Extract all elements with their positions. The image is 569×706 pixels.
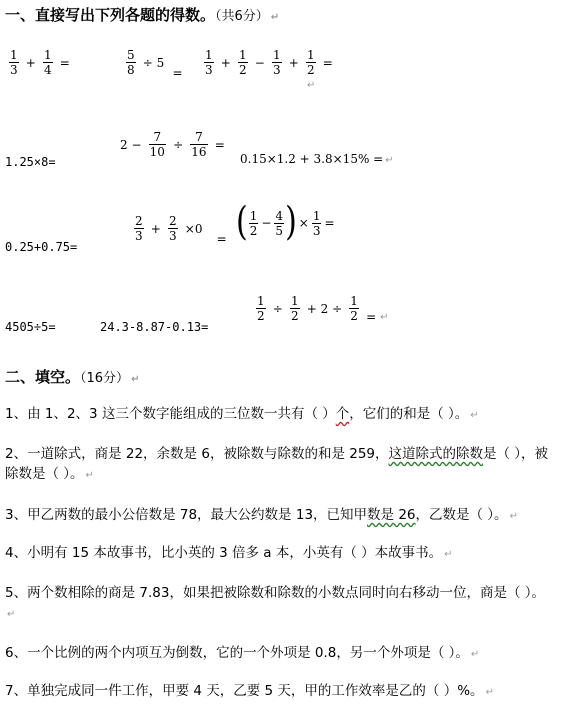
problem-1: $\frac{1}{3}$ + $\frac{1}{4}$ = (10, 48, 70, 77)
fraction: $\frac{2}{3}$ (168, 214, 177, 243)
fraction: $\frac{7}{10}$ (149, 130, 165, 159)
section2-title: 二、填空。 (5, 368, 81, 386)
question-5: 5、两个数相除的商是 7.83，如果把被除数和除数的小数点同时向右移动一位，商是（ ）。↵ (5, 585, 545, 620)
paragraph-mark-icon: ↵ (131, 374, 140, 385)
problem-4: 1.25×8= (5, 155, 56, 169)
problem-7: 0.25+0.75= (5, 240, 78, 254)
paragraph-mark-icon: ↵ (380, 312, 389, 323)
problem-8: $\frac{2}{3}$ + $\frac{2}{3}$ ×0 = (135, 214, 227, 246)
section2-heading (5, 366, 139, 387)
question-6: 6、一个比例的两个内项互为倒数，它的一个外项是 0.8，另一个外项是（ ）。 ↵ (5, 645, 480, 661)
fraction: $\frac{1}{3}$ (312, 208, 321, 238)
section2-points: （16分） (80, 371, 130, 386)
paragraph-mark-icon: ↵ (385, 155, 394, 166)
problem-6: 0.15×1.2 + 3.8×15% = ↵ (240, 152, 394, 166)
fraction: $\frac{7}{16}$ (191, 130, 207, 159)
fraction: $\frac{1}{2}$ (290, 294, 299, 323)
problem-10: 4505÷5= (5, 320, 56, 334)
fraction: $\frac{5}{8}$ (127, 48, 135, 77)
fraction: $\frac{1}{4}$ (43, 48, 52, 77)
fraction: $\frac{4}{5}$ (275, 208, 284, 238)
question-4: 4、小明有 15 本故事书，比小英的 3 倍多 a 本，小英有（ ）本故事书。 ↵ (5, 545, 453, 561)
fraction: $\frac{1}{2}$ (249, 208, 258, 238)
question-1: 1、由 1、2、3 这三个数字能组成的三位数一共有（ ）个，它们的和是（ ）。 ↵ (5, 406, 479, 422)
section1-heading (5, 4, 279, 25)
fraction: $\frac{1}{2}$ (257, 294, 265, 323)
question-7: 7、单独完成同一件工作，甲要 4 天，乙要 5 天，甲的工作效率是乙的（ ）%。 ↵ (5, 683, 494, 699)
fraction: $\frac{1}{3}$ (272, 48, 281, 77)
left-paren: ( (236, 199, 248, 246)
fraction: $\frac{2}{3}$ (135, 214, 143, 243)
section1-title: 一、直接写出下列各题的得数。 (5, 6, 216, 24)
right-paren: ) (285, 199, 297, 246)
question-3: 3、甲乙两数的最小公倍数是 78，最大公约数是 13，已知甲数是 26，乙数是（ ）。 ↵ (5, 507, 518, 523)
fraction: $\frac{1}{2}$ (350, 294, 358, 323)
fraction: $\frac{1}{2}$ (238, 48, 247, 77)
fraction: $\frac{1}{3}$ (205, 48, 213, 77)
problem-11: 24.3-8.87-0.13= (100, 320, 209, 334)
fraction: $\frac{1}{2}$ (306, 48, 315, 77)
problem-12: $\frac{1}{2}$ ÷ $\frac{1}{2}$ + 2 ÷ $\frac{1}{2}$ = $_↵$ (257, 294, 389, 324)
problem-5: 2 − $\frac{7}{10}$ ÷ $\frac{7}{16}$ = (120, 130, 225, 159)
question-2: 2、一道除式，商是 22，余数是 6，被除数与除数的和是 259，这道除式的除数是（ ），被除数是（ ）。 ↵ (5, 446, 549, 482)
problem-3: $\frac{1}{3}$ + $\frac{1}{2}$ − $\frac{1}{3}$ + $\frac{1}{2}$ = (205, 48, 333, 77)
section1-points: （共6分） (215, 9, 269, 24)
fraction: $\frac{1}{3}$ (10, 48, 18, 77)
problem-9: ( $\frac{1}{2}$ − $\frac{4}{5}$ ) × $\frac{1}{3}$ = (236, 199, 335, 246)
paragraph-mark-icon: ↵ (307, 80, 316, 91)
paragraph-mark-icon: ↵ (270, 12, 280, 23)
problem-2: $\frac{5}{8}$ ÷ 5 = (127, 48, 183, 80)
